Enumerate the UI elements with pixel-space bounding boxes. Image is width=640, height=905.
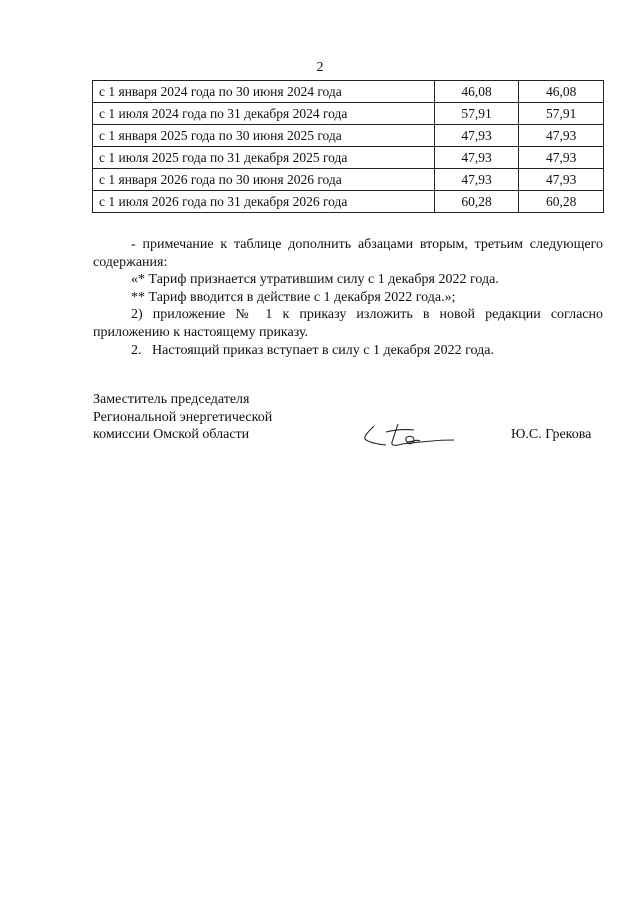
quote-paragraph-2: ** Тариф вводится в действие с 1 декабря 2022 года.»;	[131, 289, 456, 305]
signatory-title-line: комиссии Омской области	[93, 427, 250, 442]
value-cell: 46,08	[519, 81, 604, 103]
table-row	[93, 81, 604, 103]
table-row	[93, 191, 604, 213]
table-row	[93, 103, 604, 125]
table-row	[93, 169, 604, 191]
note-intro-paragraph: - примечание к таблице дополнить абзацами вторым, третьим следующего содержания:	[93, 237, 603, 270]
value-cell: 47,93	[519, 147, 604, 169]
signer-name: Ю.С. Грекова	[511, 427, 592, 442]
period-cell: с 1 января 2024 года по 30 июня 2024 года	[93, 81, 435, 103]
table-row	[93, 147, 604, 169]
signatory-title	[93, 391, 272, 444]
value-cell: 47,93	[519, 169, 604, 191]
value-cell: 47,93	[519, 125, 604, 147]
period-cell: с 1 января 2026 года по 30 июня 2026 года	[93, 169, 435, 191]
value-cell: 46,08	[434, 81, 519, 103]
table-row	[93, 125, 604, 147]
value-cell: 47,93	[434, 169, 519, 191]
handwritten-signature-icon	[362, 420, 462, 454]
period-cell: с 1 января 2025 года по 30 июня 2025 года	[93, 125, 435, 147]
page-number: 2	[316, 60, 324, 75]
value-cell: 60,28	[434, 191, 519, 213]
item-2-paragraph: 2) приложение № 1 к приказу изложить в новой редакции согласно приложению к настоящему приказу.	[93, 307, 603, 340]
body-text	[93, 236, 603, 359]
value-cell: 57,91	[434, 103, 519, 125]
value-cell: 60,28	[519, 191, 604, 213]
period-cell: с 1 июля 2026 года по 31 декабря 2026 года	[93, 191, 435, 213]
period-cell: с 1 июля 2025 года по 31 декабря 2025 года	[93, 147, 435, 169]
signatory-title-line: Заместитель председателя	[93, 392, 250, 407]
tariff-table	[92, 80, 604, 213]
signatory-title-line: Региональной энергетической	[93, 409, 273, 425]
period-cell: с 1 июля 2024 года по 31 декабря 2024 года	[93, 103, 435, 125]
value-cell: 47,93	[434, 147, 519, 169]
quote-paragraph-1: «* Тариф признается утратившим силу с 1 декабря 2022 года.	[131, 272, 499, 288]
value-cell: 57,91	[519, 103, 604, 125]
value-cell: 47,93	[434, 125, 519, 147]
effective-date-paragraph: 2. Настоящий приказ вступает в силу с 1 декабря 2022 года.	[131, 342, 494, 358]
